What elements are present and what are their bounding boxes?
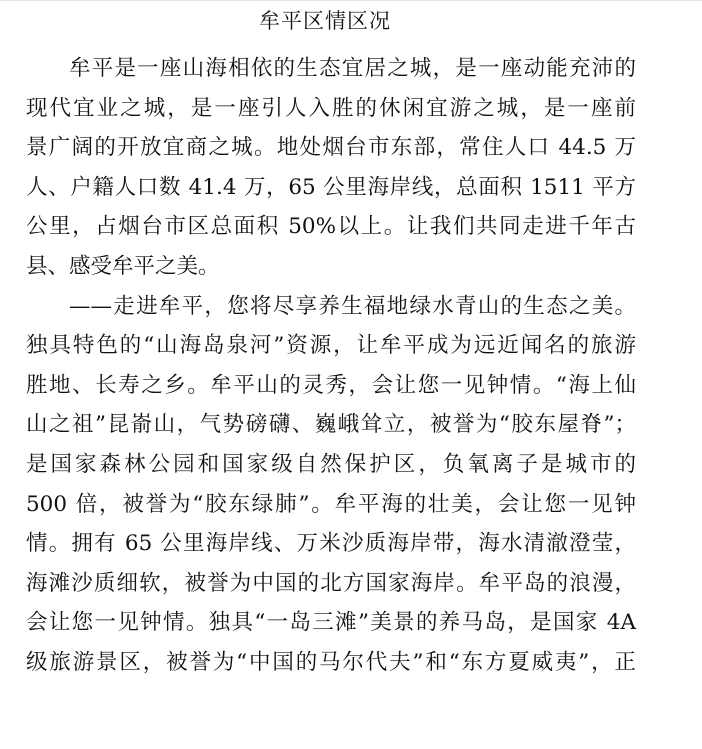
text-line: 胜地、长寿之乡。牟平山的灵秀，会让您一见钟情。“海上仙 [26,372,636,398]
text-line: 山之祖”昆嵛山，气势磅礴、巍峨耸立，被誉为“胶东屋脊”； [26,412,636,438]
text-line: 人、户籍人口数 41.4 万，65 公里海岸线，总面积 1511 平方 [26,174,636,200]
text-line: 会让您一见钟情。独具“一岛三滩”美景的养马岛，是国家 4A [26,610,636,636]
document-body [26,49,636,683]
text-line: 公里，占烟台市区总面积 50%以上。让我们共同走进千年古 [26,214,636,240]
text-line: 500 倍，被誉为“胶东绿肺”。牟平海的壮美，会让您一见钟 [26,491,636,517]
text-line: 级旅游景区，被誉为“中国的马尔代夫”和“东方夏威夷”，正 [26,649,636,675]
paragraph-ecology [26,287,636,683]
text-line: 海滩沙质细软，被誉为中国的北方国家海岸。牟平岛的浪漫， [26,570,636,596]
text-line: 县、感受牟平之美。 [26,253,220,279]
text-line: 景广阔的开放宜商之城。地处烟台市东部，常住人口 44.5 万 [26,135,636,161]
text-line: 现代宜业之城，是一座引人入胜的休闲宜游之城，是一座前 [26,95,636,121]
text-line: ——走进牟平，您将尽享养生福地绿水青山的生态之美。 [69,293,636,319]
document-title: 牟平区情区况 [259,9,391,33]
page-top-border [0,0,702,1]
text-line: 是国家森林公园和国家级自然保护区，负氧离子是城市的 [26,451,636,477]
text-line: 独具特色的“山海岛泉河”资源，让牟平成为远近闻名的旅游 [26,333,636,359]
paragraph-intro [26,49,636,287]
text-line: 情。拥有 65 公里海岸线、万米沙质海岸带，海水清澈澄莹， [26,531,636,557]
text-line: 牟平是一座山海相依的生态宜居之城，是一座动能充沛的 [69,56,636,81]
